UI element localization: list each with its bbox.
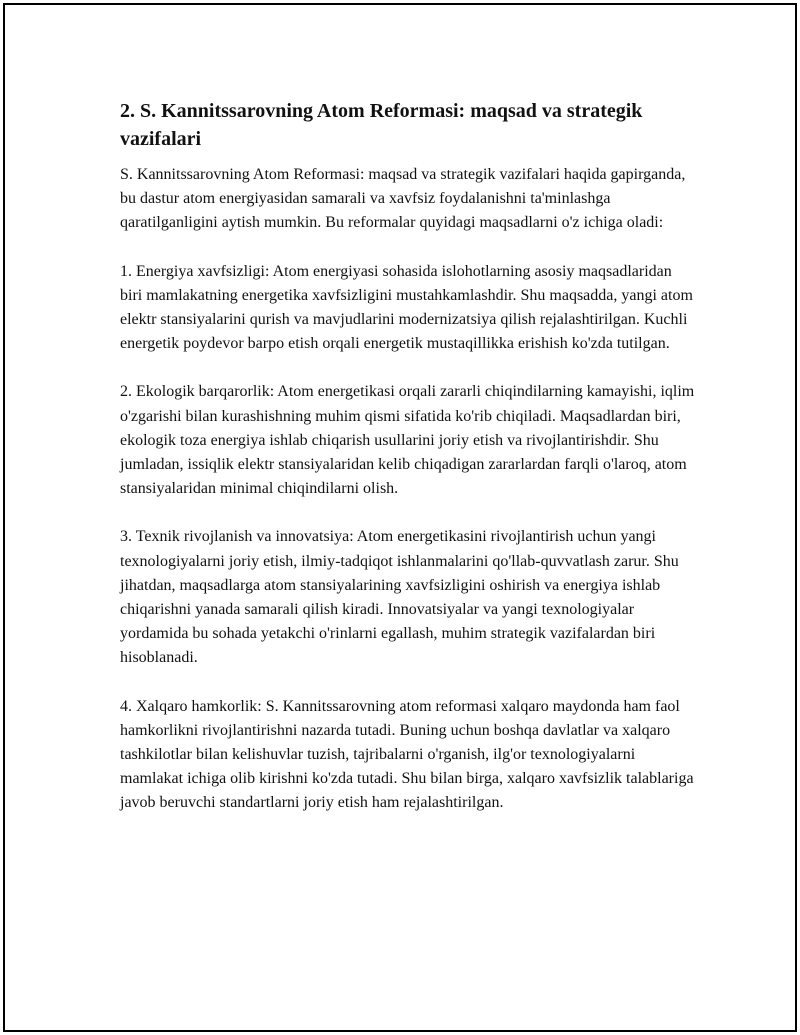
document-content [120,97,695,840]
ecological-sustainability-paragraph: 2. Ekologik barqarorlik: Atom energetikasi orqali zararli chiqindilarning kamayishi, iqlim o'zgarishi bilan kurashishning muhim qismi sifatida ko'rib chiqiladi. Maqsadlardan biri, ekologik toza energiya ishlab chiqarish usullarini joriy etish va rivojlantirishdir. Shu jumladan, issiqlik elektr stansiyalaridan kelib chiqadigan zararlardan farqli o'laroq, atom stansiyalaridan minimal chiqindilarni olish. [120,383,695,498]
document-page [3,3,797,1032]
section-heading: 2. S. Kannitssarovning Atom Reformasi: maqsad va strategik vazifalari [120,100,643,150]
technical-development-paragraph: 3. Texnik rivojlanish va innovatsiya: Atom energetikasini rivojlantirish uchun yangi texnologiyalarni joriy etish, ilmiy-tadqiqot ishlanmalarini qo'llab-quvvatlash zarur. Shu jihatdan, maqsadlarga atom stansiyalarining xavfsizligini oshirish va energiya ishlab chiqarishni yanada samarali qilish kiradi. Innovatsiyalar va yangi texnologiyalar yordamida bu sohada yetakchi o'rinlarni egallash, muhim strategik vazifalardan biri hisoblanadi. [120,528,679,667]
energy-security-paragraph: 1. Energiya xavfsizligi: Atom energiyasi sohasida islohotlarning asosiy maqsadlaridan biri mamlakatning energetika xavfsizligini mustahkamlashdir. Shu maqsadda, yangi atom elektr stansiyalarini qurish va mavjudlarini modernizatsiya qilish rejalashtirilgan. Kuchli energetik poydevor barpo etish orqali energetik mustaqillikka erishish ko'zda tutilgan. [120,262,693,353]
international-cooperation-paragraph: 4. Xalqaro hamkorlik: S. Kannitssarovning atom reformasi xalqaro maydonda ham faol hamkorlikni rivojlantirishni nazarda tutadi. Buning uchun boshqa davlatlar va xalqaro tashkilotlar bilan kelishuvlar tuzish, tajribalarni o'rganish, ilg'or texnologiyalarni mamlakat ichiga olib kirishni ko'zda tutadi. Shu bilan birga, xalqaro xavfsizlik talablariga javob beruvchi standartlarni joriy etish ham rejalashtirilgan. [120,697,694,812]
intro-paragraph: S. Kannitssarovning Atom Reformasi: maqsad va strategik vazifalari haqida gapirganda, bu dastur atom energiyasidan samarali va xavfsiz foydalanishni ta'minlashga qaratilganligini aytish mumkin. Bu reformalar quyidagi maqsadlarni o'z ichiga oladi: [120,166,686,232]
